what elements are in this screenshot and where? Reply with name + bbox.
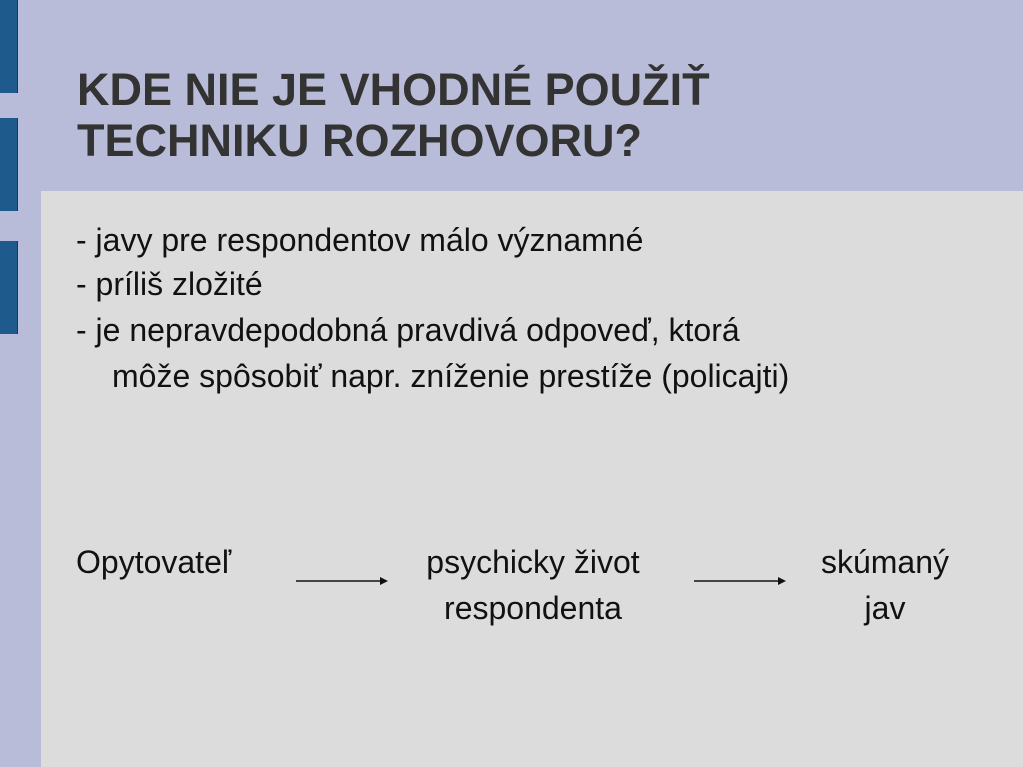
- bullet-item: - príliš zložité: [76, 266, 263, 302]
- flow-node-psychic-life-line-1: psychicky život: [426, 544, 640, 580]
- slide-title-line-1: KDE NIE JE VHODNÉ POUŽIŤ: [77, 64, 710, 115]
- flow-arrow-icon: [296, 573, 388, 589]
- bullet-item: - je nepravdepodobná pravdivá odpoveď, ktorá: [76, 312, 740, 348]
- flow-node-phenomenon-line-2: jav: [864, 590, 906, 626]
- accent-bar-bottom: [0, 241, 18, 334]
- bullet-item-continuation: môže spôsobiť napr. zníženie prestíže (policajti): [112, 358, 790, 394]
- slide-title: [77, 64, 1007, 166]
- slide-title-line-2: TECHNIKU ROZHOVORU?: [77, 115, 642, 166]
- flow-arrow-icon: [694, 573, 786, 589]
- bullet-item: - javy pre respondentov málo významné: [76, 222, 644, 258]
- flow-node-psychic-life-line-2: respondenta: [444, 590, 622, 626]
- flow-node-interviewer: Opytovateľ: [76, 544, 232, 580]
- flow-node-phenomenon-line-1: skúmaný: [820, 544, 950, 580]
- accent-bar-middle: [0, 118, 18, 211]
- accent-bar-top: [0, 0, 18, 93]
